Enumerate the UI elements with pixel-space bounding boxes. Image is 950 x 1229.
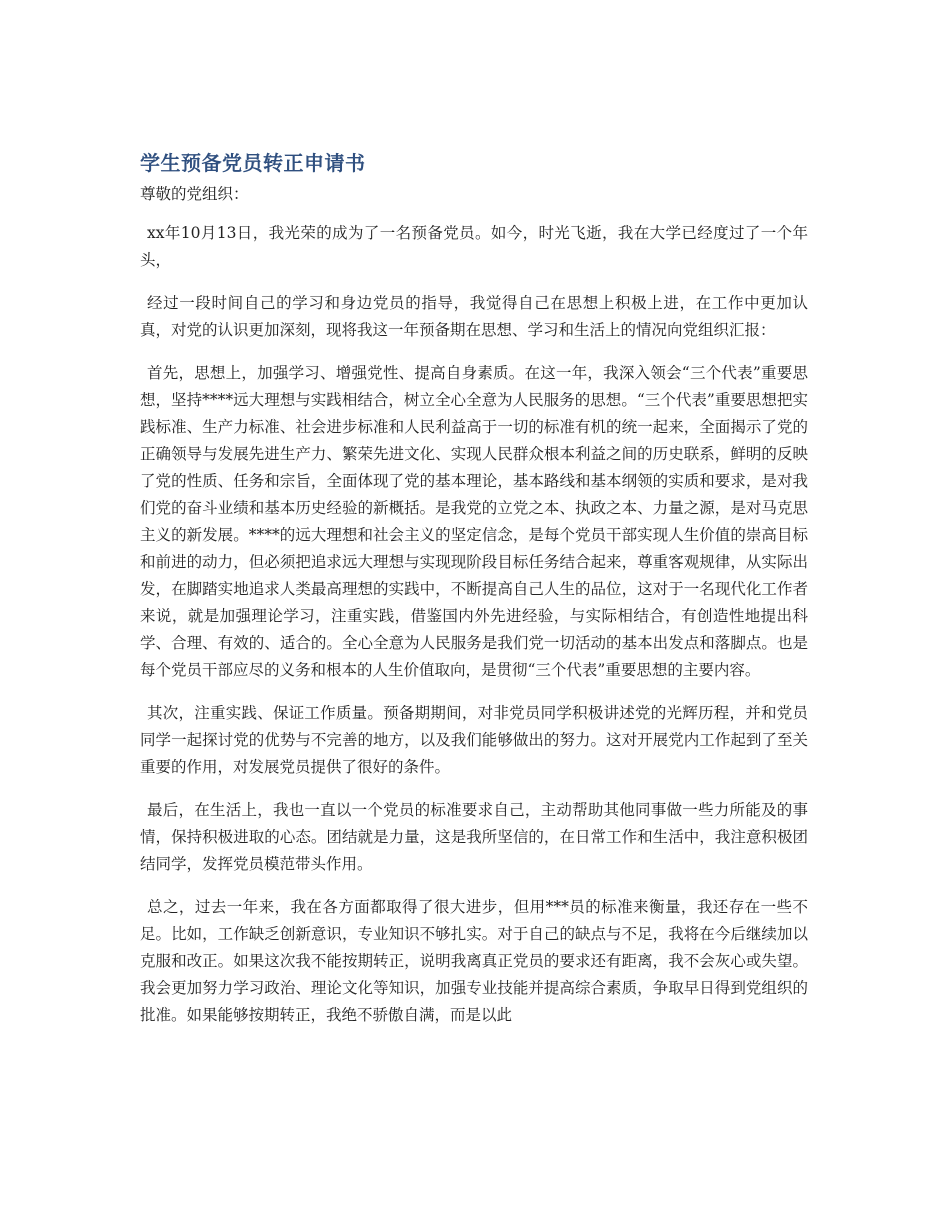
document-title: 学生预备党员转正申请书: [140, 151, 366, 175]
paragraph-5: 最后，在生活上，我也一直以一个党员的标准要求自己，主动帮助其他同事做一些力所能及的事情，保持积极进取的心态。团结就是力量，这是我所坚信的，在日常工作和生活中，我注意积极团结同学，发挥党员模范带头作用。: [140, 801, 808, 873]
paragraph-2: 经过一段时间自己的学习和身边党员的指导，我觉得自己在思想上积极上进，在工作中更加认真，对党的认识更加深刻，现将我这一年预备期在思想、学习和生活上的情况向党组织汇报：: [140, 294, 808, 339]
paragraph-1: xx年10月13日，我光荣的成为了一名预备党员。如今，时光飞逝，我在大学已经度过了一个年头，: [140, 224, 808, 269]
paragraph-3: 首先，思想上，加强学习、增强党性、提高自身素质。在这一年，我深入领会“三个代表”重要思想，坚持****远大理想与实践相结合，树立全心全意为人民服务的思想。“三个代表”重要思想把实践标准、生产力标准、社会进步标准和人民利益高于一切的标准有机的统一起来，全面揭示了党的正确领导与发展先进生产力、繁荣先进文化、实现人民群众根本利益之间的历史联系，鲜明的反映了党的性质、任务和宗旨，全面体现了党的基本理论，基本路线和基本纲领的实质和要求，是对我们党的奋斗业绩和基本历史经验的新概括。是我党的立党之本、执政之本、力量之源，是对马克思主义的新发展。****的远大理想和社会主义的坚定信念，是每个党员干部实现人生价值的崇高目标和前进的动力，但必须把追求远大理想与实现现阶段目标任务结合起来，尊重客观规律，从实际出发，在脚踏实地追求人类最高理想的实践中，不断提高自己人生的品位，这对于一名现代化工作者来说，就是加强理论学习，注重实践，借鉴国内外先进经验，与实际相结合，有创造性地提出科学、合理、有效的、适合的。全心全意为人民服务是我们党一切活动的基本出发点和落脚点。也是每个党员干部应尽的义务和根本的人生价值取向，是贯彻“三个代表”重要思想的主要内容。: [140, 364, 808, 679]
paragraph-4: 其次，注重实践、保证工作质量。预备期期间，对非党员同学积极讲述党的光辉历程，并和党员同学一起探讨党的优势与不完善的地方，以及我们能够做出的努力。这对开展党内工作起到了至关重要的作用，对发展党员提供了很好的条件。: [140, 704, 808, 776]
salutation: 尊敬的党组织：: [140, 185, 249, 203]
document-page: [140, 148, 808, 1045]
paragraph-6: 总之，过去一年来，我在各方面都取得了很大进步，但用***员的标准来衡量，我还存在一些不足。比如，工作缺乏创新意识，专业知识不够扎实。对于自己的缺点与不足，我将在今后继续加以克服和改正。如果这次我不能按期转正，说明我离真正党员的要求还有距离，我不会灰心或失望。我会更加努力学习政治、理论文化等知识，加强专业技能并提高综合素质，争取早日得到党组织的批准。如果能够按期转正，我绝不骄傲自满，而是以此: [140, 898, 808, 1024]
